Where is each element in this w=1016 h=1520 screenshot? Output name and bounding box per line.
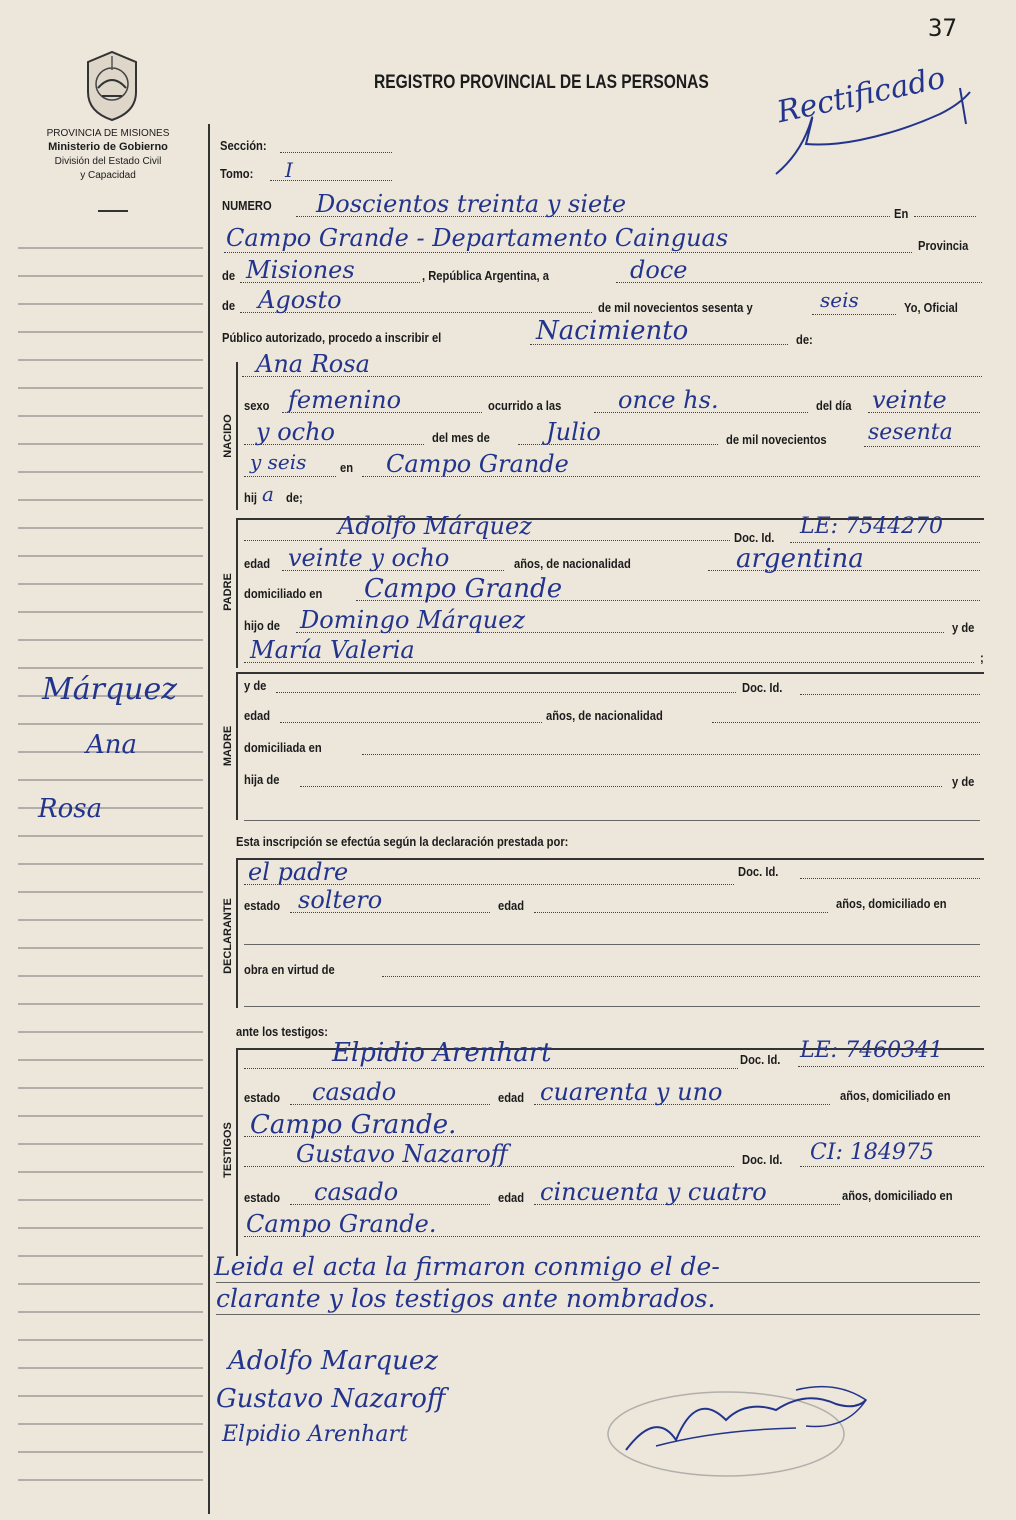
- mother-nat-field[interactable]: [712, 722, 980, 723]
- de-colon-label: de:: [796, 332, 813, 347]
- father-dom-value: Campo Grande: [364, 574, 563, 604]
- witness2-doc-label: Doc. Id.: [742, 1152, 783, 1167]
- mother-dom-label: domiciliada en: [244, 740, 322, 755]
- father-dom-label: domiciliado en: [244, 586, 323, 601]
- father-hijo-label: hijo de: [244, 618, 281, 633]
- father-nat-label: años, de nacionalidad: [514, 556, 631, 571]
- signature-witness2: Gustavo Nazaroff: [216, 1384, 446, 1414]
- mother-doc-label: Doc. Id.: [742, 680, 783, 695]
- witness1-estado-value: casado: [312, 1078, 397, 1106]
- witness1-name-value: Elpidio Arenhart: [332, 1038, 552, 1068]
- header-rule: [98, 210, 128, 212]
- section-field[interactable]: [280, 152, 392, 153]
- mother-parent-field[interactable]: [300, 786, 942, 787]
- margin-middlename: Rosa: [38, 794, 103, 824]
- act-year-value: seis: [820, 288, 859, 312]
- obra-label: obra en virtud de: [244, 962, 335, 977]
- margin-rules: [18, 230, 208, 1510]
- mother-age-field[interactable]: [280, 722, 542, 723]
- testigos-label: TESTIGOS: [222, 1122, 234, 1178]
- birth-place-value: Campo Grande: [386, 450, 569, 478]
- official-seal-icon: [596, 1370, 886, 1490]
- witness1-name-field[interactable]: [244, 1068, 738, 1069]
- place-value: Campo Grande - Departamento Cainguas: [226, 224, 729, 252]
- ministry-label: Ministerio de Gobierno: [48, 141, 168, 153]
- hour-value: once hs.: [618, 386, 719, 414]
- en-field[interactable]: [914, 216, 976, 217]
- section-label: Sección:: [220, 138, 267, 153]
- witness1-edad-label: edad: [498, 1090, 525, 1105]
- margin-firstname: Ana: [86, 730, 138, 760]
- rectificado-stamp: Rectificado: [774, 60, 949, 131]
- father-name-field[interactable]: [244, 540, 730, 541]
- mother-y-de-label: y de: [244, 678, 267, 693]
- place-field[interactable]: [224, 252, 912, 253]
- volume-value: I: [285, 158, 293, 182]
- declarante-bracket: [236, 858, 238, 1008]
- de-label-2: de: [222, 298, 236, 313]
- volume-label: Tomo:: [220, 166, 254, 181]
- declarant-estado-label: estado: [244, 898, 281, 913]
- declarant-end-rule: [244, 1006, 980, 1007]
- del-dia-label: del día: [816, 398, 852, 413]
- child-name-value: Ana Rosa: [256, 350, 370, 378]
- number-value: Doscientos treinta y siete: [316, 190, 627, 218]
- en-label: En: [894, 206, 909, 221]
- padre-bracket: [236, 518, 238, 668]
- birth-day-2-value: y ocho: [256, 418, 335, 446]
- de-mil-label: de mil novecientos sesenta y: [598, 300, 753, 315]
- declarant-edad-label: edad: [498, 898, 525, 913]
- inscription-value: Nacimiento: [536, 316, 689, 346]
- del-mes-label: del mes de: [432, 430, 490, 445]
- witness1-doc-value: LE: 7460341: [800, 1038, 944, 1063]
- signature-witness1: Elpidio Arenhart: [222, 1422, 408, 1447]
- closing-rule-1: [216, 1282, 980, 1283]
- act-month-value: Agosto: [258, 286, 342, 314]
- de-mil-nov-label: de mil novecientos: [726, 432, 827, 447]
- declarante-label: DECLARANTE: [222, 898, 234, 974]
- witness1-doc-label: Doc. Id.: [740, 1052, 781, 1067]
- birth-year-value: sesenta: [868, 420, 953, 445]
- republic-label: , República Argentina, a: [422, 268, 549, 283]
- witness2-name-value: Gustavo Nazaroff: [296, 1140, 508, 1168]
- mother-dom-field[interactable]: [362, 754, 980, 755]
- margin-divider: [208, 124, 210, 1514]
- madre-bracket: [236, 672, 238, 820]
- madre-label: MADRE: [222, 725, 234, 767]
- mother-doc-field[interactable]: [800, 694, 980, 695]
- sex-value: femenino: [288, 386, 402, 414]
- act-day-value: doce: [630, 256, 688, 284]
- act-year-field[interactable]: [812, 314, 896, 315]
- madre-top-rule: [236, 672, 984, 674]
- hij-de-label: de;: [286, 490, 303, 505]
- province-label: PROVINCIA DE MISIONES: [46, 128, 170, 139]
- father-doc-value: LE: 7544270: [800, 514, 944, 539]
- birth-year-field[interactable]: [864, 446, 980, 447]
- birth-month-value: Julio: [546, 418, 601, 446]
- provincial-emblem-icon: [80, 48, 144, 124]
- en-lower-label: en: [340, 460, 354, 475]
- signature-father: Adolfo Marquez: [228, 1346, 438, 1376]
- hij-label: hij: [244, 490, 258, 505]
- father-y-de-label: y de: [952, 620, 975, 635]
- witness1-estado-label: estado: [244, 1090, 281, 1105]
- witness2-dom-value: Campo Grande.: [246, 1210, 437, 1238]
- nacido-label: NACIDO: [222, 414, 234, 458]
- father-age-value: veinte y ocho: [288, 544, 450, 572]
- obra-field[interactable]: [382, 976, 980, 977]
- nacido-bracket: [236, 362, 238, 510]
- witness2-estado-label: estado: [244, 1190, 281, 1205]
- mother-hija-label: hija de: [244, 772, 280, 787]
- province-field-label: Provincia: [918, 238, 969, 253]
- sex-label: sexo: [244, 398, 270, 413]
- father-parent-value: Domingo Márquez: [300, 606, 526, 634]
- inscription-statement: Esta inscripción se efectúa según la declaración prestada por:: [236, 834, 569, 849]
- number-label: NUMERO: [222, 198, 272, 213]
- division-label: División del Estado Civil: [54, 156, 162, 167]
- witness1-anos-label: años, domiciliado en: [840, 1088, 951, 1103]
- capacity-label: y Capacidad: [80, 170, 136, 181]
- witness2-anos-label: años, domiciliado en: [842, 1188, 953, 1203]
- witness1-edad-value: cuarenta y uno: [540, 1078, 723, 1106]
- mother-name-field[interactable]: [276, 692, 736, 693]
- birth-year-2-field[interactable]: [244, 476, 336, 477]
- witness1-dom-value: Campo Grande.: [250, 1110, 457, 1140]
- declarant-doc-label: Doc. Id.: [738, 864, 779, 879]
- witness2-edad-label: edad: [498, 1190, 525, 1205]
- father-doc-label: Doc. Id.: [734, 530, 775, 545]
- padre-label: PADRE: [222, 573, 234, 611]
- father-doc-field[interactable]: [790, 542, 980, 543]
- page-number: 37: [928, 14, 957, 42]
- document-title: REGISTRO PROVINCIAL DE LAS PERSONAS: [374, 72, 709, 93]
- declarant-name-value: el padre: [248, 858, 349, 886]
- birth-year-2-value: y seis: [250, 450, 307, 474]
- father-name-value: Adolfo Márquez: [338, 512, 532, 540]
- mother-y-de-2-label: y de: [952, 774, 975, 789]
- father-nat-value: argentina: [736, 544, 864, 574]
- father-semicolon: ;: [980, 650, 984, 665]
- closing-rule-2: [216, 1314, 980, 1315]
- witness1-doc-field[interactable]: [798, 1066, 984, 1067]
- hij-suffix-value: a: [262, 482, 274, 506]
- declarant-anos-label: años, domiciliado en: [836, 896, 947, 911]
- declarant-dom-line: [244, 944, 980, 945]
- margin-surname: Márquez: [42, 672, 178, 707]
- declarant-doc-field[interactable]: [800, 878, 980, 879]
- father-mother-value: María Valeria: [250, 636, 415, 664]
- publico-label: Público autorizado, procedo a inscribir el: [222, 330, 442, 345]
- oficial-label: Yo, Oficial: [904, 300, 958, 315]
- witness2-estado-value: casado: [314, 1178, 399, 1206]
- birth-day-value: veinte: [872, 386, 947, 414]
- witness2-doc-field[interactable]: [800, 1166, 984, 1167]
- province-value: Misiones: [246, 256, 355, 284]
- closing-line-2: clarante y los testigos ante nombrados.: [216, 1284, 716, 1313]
- mother-nat-label: años, de nacionalidad: [546, 708, 663, 723]
- witnesses-label: ante los testigos:: [236, 1024, 328, 1039]
- declarant-edad-field[interactable]: [534, 912, 828, 913]
- witness2-edad-value: cincuenta y cuatro: [540, 1178, 767, 1206]
- declarant-estado-value: soltero: [298, 886, 383, 914]
- stamp-flourish-icon: [770, 84, 980, 184]
- ocurrido-label: ocurrido a las: [488, 398, 562, 413]
- closing-line-1: Leida el acta la firmaron conmigo el de-: [214, 1252, 720, 1281]
- witness2-doc-value: CI: 184975: [810, 1140, 934, 1165]
- mother-end-rule: [244, 820, 980, 821]
- testigos-bracket: [236, 1048, 238, 1256]
- father-age-label: edad: [244, 556, 271, 571]
- de-label-1: de: [222, 268, 236, 283]
- mother-age-label: edad: [244, 708, 271, 723]
